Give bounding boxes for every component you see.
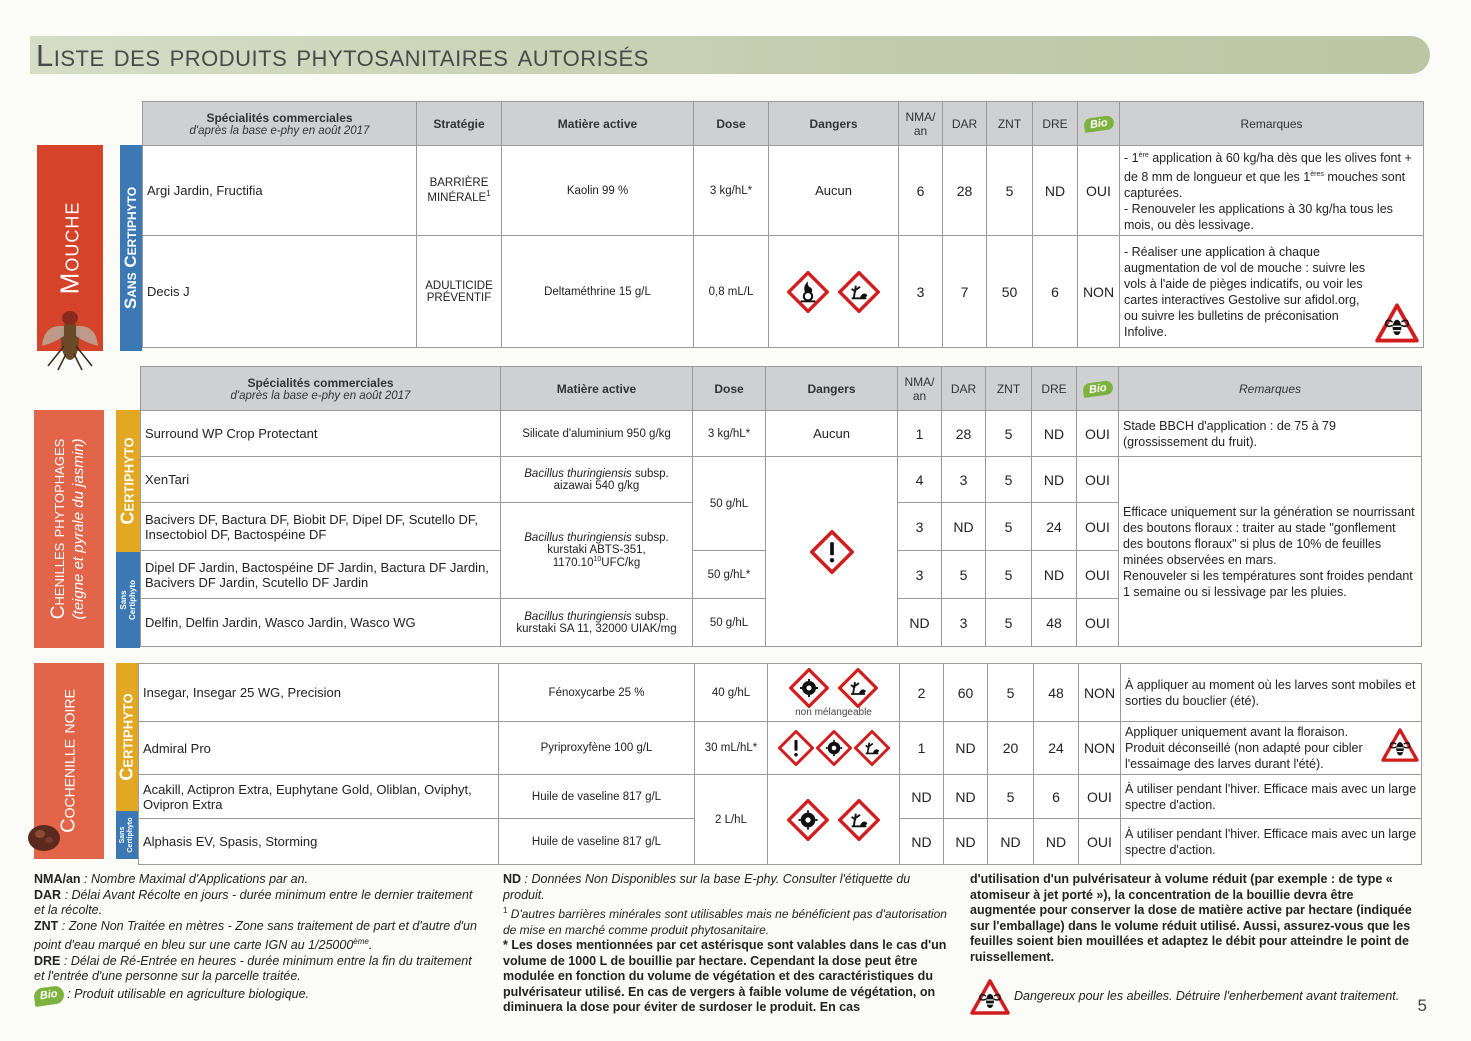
strip-sans-certiphyto-small: Sans Certiphyto [116,552,140,648]
table-row [139,722,1422,775]
header-nma: NMA/ an [899,102,943,146]
znt-cell: 5 [988,664,1034,722]
active-cell: Bacillus thuringiensis subsp. aizawai 540 g/kg [501,457,693,503]
bio-cell: OUI [1079,775,1121,819]
scale-insect-icon [24,820,64,854]
dre-cell: 6 [1034,775,1079,819]
znt-cell: 5 [986,457,1032,503]
legend-column-2: ND : Données Non Disponibles sur la base E-phy. Consulter l'étiquette du produit. $^1$ D'autres barrières minérales sont utilisables mais ne bénéficient pas d'autorisation de mise en marché comme produit phytosanitaire. * Les doses mentionnées par cet astérisque sont valables dans le cas d'un volume de 1000 L de bouillie par hectare. Cependant la dose peut être modulée en fonction du volume de végétation et des caractéristiques du pulvérisateur utilisé. En cas de vergers à faible volume de végétation, on diminuera la dose pour éviter de surdoser le produit. En cas [503,872,947,1014]
header-remarques: Remarques [1119,367,1422,411]
dar-cell: 7 [943,236,987,348]
product-cell: Alphasis EV, Spasis, Storming [139,819,499,865]
dose-cell: 0,8 mL/L [694,236,769,348]
product-cell: Delfin, Delfin Jardin, Wasco Jardin, Wasco WG [141,599,501,647]
category-mouche: Mouche [37,145,103,351]
strip-certiphyto: Certiphyto [116,663,138,811]
header-dangers: Dangers [769,102,899,146]
active-cell: Huile de vaseline 817 g/L [499,775,695,819]
table-row [139,775,1422,819]
dre-cell: 48 [1032,599,1077,647]
dre-cell: 6 [1033,236,1078,348]
product-cell: XenTari [141,457,501,503]
dre-cell: ND [1032,411,1077,457]
bio-cell: OUI [1078,146,1120,236]
product-cell: Admiral Pro [139,722,499,775]
znt-cell: 5 [986,411,1032,457]
nma-cell: ND [898,599,942,647]
dose-cell: 50 g/hL [693,599,766,647]
table-row [141,411,1422,457]
bee-danger-icon [1381,728,1419,762]
table-mouche [142,101,1424,348]
header-dar: DAR [943,102,987,146]
active-cell: Silicate d'aluminium 950 g/kg [501,411,693,457]
header-dar: DAR [942,367,986,411]
header-dre: DRE [1033,102,1078,146]
table-row [139,664,1422,722]
nma-cell: ND [900,819,944,865]
dar-cell: 5 [942,551,986,599]
nma-cell: 3 [898,551,942,599]
active-cell: Kaolin 99 % [502,146,694,236]
header-bio [1077,367,1119,411]
remarks-cell: À appliquer au moment où les larves sont mobiles et sorties du bouclier (été). [1121,664,1422,722]
znt-cell: 5 [987,146,1033,236]
nma-cell: ND [900,775,944,819]
active-cell: Deltaméthrine 15 g/L [502,236,694,348]
nma-cell: 3 [898,503,942,551]
header-znt: ZNT [987,102,1033,146]
dar-cell: 3 [942,457,986,503]
dar-cell: ND [944,775,988,819]
table-cochenille [138,663,1422,865]
znt-cell: 5 [986,599,1032,647]
dose-cell: 3 kg/hL* [693,411,766,457]
dose-cell: 40 g/hL [695,664,768,722]
bio-cell: OUI [1077,457,1119,503]
dre-cell: ND [1032,457,1077,503]
dar-cell: 60 [944,664,988,722]
nma-cell: 6 [899,146,943,236]
dose-cell: 50 g/hL* [693,551,766,599]
product-cell: Dipel DF Jardin, Bactospéine DF Jardin, Bactura DF Jardin, Bacivers DF Jardin, Scutello DF Jardin [141,551,501,599]
znt-cell: 20 [988,722,1034,775]
danger-cell: non mélangeable [768,664,900,722]
fly-icon [34,296,106,372]
page-number: 5 [1417,996,1427,1015]
health-hazard-icon [789,668,829,708]
remarks-cell: - Réaliser une application à chaque augmentation de vol de mouche : suivre les vols à l'aide de pièges indicatifs, ou voir les cartes interactives Gestolive sur afidol.org, ou suivre les bulletins de préconisation Infolive. [1120,236,1424,348]
dre-cell: 24 [1034,722,1079,775]
legend-column-3: d'utilisation d'un pulvérisateur à volume réduit (par exemple : de type « atomiseur à jet porté »), la concentration de la bouillie devra être augmentée pour conserver la dose de matière active par hectare (indiquée sur l'emballage) dans le volume réduit utilisé. Aussi, assurez-vous que les feuilles soient bien mouillées et adaptez le débit pour atteindre le point de ruissellement. Dangereux pour les abeilles. Détruire l'enherbement avant traitement. [970,872,1420,1015]
danger-cell: Aucun [769,146,899,236]
strip-sans-certiphyto: Sans Certiphyto [120,145,142,351]
nma-cell: 1 [898,411,942,457]
health-hazard-icon [787,799,829,841]
page-title: Liste des produits phytosanitaires autorisés [36,38,649,73]
bio-cell: OUI [1079,819,1121,865]
bee-danger-icon [970,979,1010,1015]
active-cell: Bacillus thuringiensis subsp. kurstaki SA 11, 32000 UIAK/mg [501,599,693,647]
znt-cell: 5 [988,775,1034,819]
dre-cell: 24 [1032,503,1077,551]
environment-icon [854,730,890,766]
dose-cell: 50 g/hL [693,457,766,551]
product-cell: Bacivers DF, Bactura DF, Biobit DF, Dipel DF, Scutello DF, Insectobiol DF, Bactospéine DF [141,503,501,551]
header-dre: DRE [1032,367,1077,411]
active-cell: Fénoxycarbe 25 % [499,664,695,722]
health-hazard-icon [816,730,852,766]
table-row [141,457,1422,503]
dar-cell: 28 [943,146,987,236]
bio-cell: NON [1079,664,1121,722]
active-cell: Pyriproxyfène 100 g/L [499,722,695,775]
dre-cell: ND [1032,551,1077,599]
strategy-cell: BARRIÈRE MINÉRALE$^1$ [417,146,502,236]
bio-cell: NON [1078,236,1120,348]
strip-sans-certiphyto-small: Sans Certiphyto [116,811,138,859]
dre-cell: ND [1034,819,1079,865]
bio-cell: OUI [1077,551,1119,599]
header-matiere: Matière active [502,102,694,146]
active-cell: Bacillus thuringiensis subsp. kurstaki ABTS-351, 1170.10$^{10}$UFC/kg [501,503,693,599]
table-row [143,146,1424,236]
header-dose: Dose [693,367,766,411]
category-chenilles: Chenilles phytophages (teigne et pyrale du jasmin) [34,410,104,648]
dre-cell: ND [1033,146,1078,236]
dose-cell: 2 L/hL [695,775,768,865]
strategy-cell: ADULTICIDE PRÉVENTIF [417,236,502,348]
header-remarques: Remarques [1120,102,1424,146]
dre-cell: 48 [1034,664,1079,722]
danger-cell [768,775,900,865]
header-matiere: Matière active [501,367,693,411]
remarks-cell: - 1ère application à 60 kg/ha dès que les olives font + de 8 mm de longueur et que les 1ères mouches sont capturées. - Renouveler les applications à 30 kg/ha tous les mois, ou dès lessivage. [1120,146,1424,236]
dar-cell: 3 [942,599,986,647]
bio-logo: Bio [33,985,65,1006]
table-chenilles [140,366,1422,647]
dose-cell: 30 mL/hL* [695,722,768,775]
product-cell: Argi Jardin, Fructifia [143,146,417,236]
header-nma: NMA/ an [898,367,942,411]
bio-cell: OUI [1077,503,1119,551]
flame-icon [787,271,829,313]
bio-cell: OUI [1077,411,1119,457]
remarks-cell: Appliquer uniquement avant la floraison. Produit déconseillé (non adapté pour cibler l'essaimage des larves durant l'été). [1121,722,1422,775]
remarks-cell: Efficace uniquement sur la génération se nourrissant des boutons floraux : traiter au stade "gonflement des boutons floraux" si plus de 10% de feuilles minées observées en mars. Renouveler si les températures sont froides pendant 1 semaine ou si lessivage par les pluies. [1119,457,1422,647]
remarks-cell: À utiliser pendant l'hiver. Efficace mais avec un large spectre d'action. [1121,819,1422,865]
header-bio [1078,102,1120,146]
legend-column-1: NMA/an : Nombre Maximal d'Applications par an. DAR : Délai Avant Récolte en jours - durée minimum entre le dernier traitement et la récolte. ZNT : Zone Non Traitée en mètres - Zone sans traitement de part et d'autre d'un point d'eau marqué en bleu sur une carte IGN au 1/25000ème. DRE : Délai de Ré-Entrée en heures - durée minimum entre la fin du traitement et l'entrée d'une personne sur la parcelle traitée. Bio : Produit utilisable en agriculture biologique. [34,872,484,1004]
header-znt: ZNT [986,367,1032,411]
bio-cell: NON [1079,722,1121,775]
remarks-cell: À utiliser pendant l'hiver. Efficace mais avec un large spectre d'action. [1121,775,1422,819]
nma-cell: 1 [900,722,944,775]
nma-cell: 3 [899,236,943,348]
dar-cell: 28 [942,411,986,457]
nma-cell: 4 [898,457,942,503]
bio-logo: Bio [1082,380,1113,398]
bio-logo: Bio [1083,115,1114,133]
dose-cell: 3 kg/hL* [694,146,769,236]
strip-certiphyto: Certiphyto [116,410,140,552]
header-specialites: Spécialités commerciales d'après la base e-phy en août 2017 [143,102,417,146]
exclamation-icon [778,730,814,766]
active-cell: Huile de vaseline 817 g/L [499,819,695,865]
nma-cell: 2 [900,664,944,722]
environment-icon [838,271,880,313]
danger-cell: Aucun [766,411,898,457]
header-specialites: Spécialités commerciales d'après la base e-phy en août 2017 [141,367,501,411]
dar-cell: ND [944,722,988,775]
header-dose: Dose [694,102,769,146]
znt-cell: 50 [987,236,1033,348]
danger-cell [769,236,899,348]
znt-cell: 5 [986,551,1032,599]
danger-cell [766,457,898,647]
dar-cell: ND [942,503,986,551]
environment-icon [838,799,880,841]
header-dangers: Dangers [766,367,898,411]
table-row [143,236,1424,348]
product-cell: Insegar, Insegar 25 WG, Precision [139,664,499,722]
product-cell: Acakill, Actipron Extra, Euphytane Gold, Oliblan, Oviphyt, Ovipron Extra [139,775,499,819]
danger-cell [768,722,900,775]
product-cell: Surround WP Crop Protectant [141,411,501,457]
category-cochenille: Cochenille noire [34,663,104,859]
bio-cell: OUI [1077,599,1119,647]
znt-cell: 5 [986,503,1032,551]
exclamation-icon [810,530,854,574]
environment-icon [838,668,878,708]
product-cell: Decis J [143,236,417,348]
header-strategie: Stratégie [417,102,502,146]
remarks-cell: Stade BBCH d'application : de 75 à 79 (grossissement du fruit). [1119,411,1422,457]
znt-cell: ND [988,819,1034,865]
dar-cell: ND [944,819,988,865]
bee-danger-icon [1375,303,1419,343]
